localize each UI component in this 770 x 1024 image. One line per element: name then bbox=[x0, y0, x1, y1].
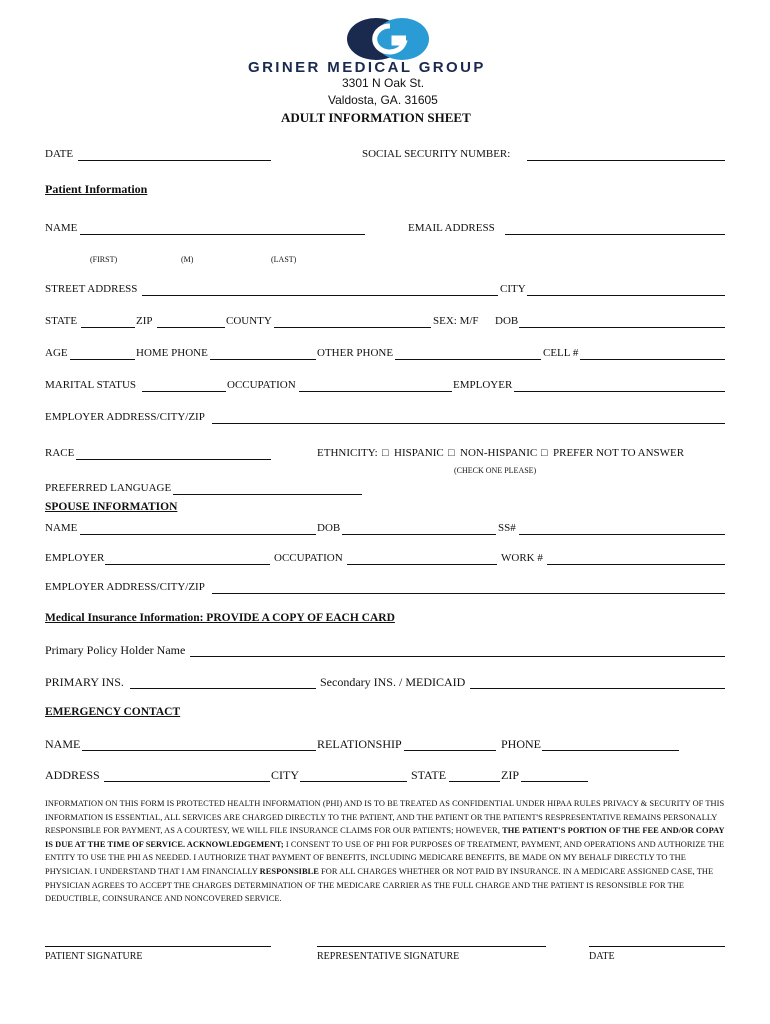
date-label: DATE bbox=[45, 148, 74, 160]
county-field[interactable] bbox=[274, 327, 431, 328]
signature-date-label: DATE bbox=[589, 951, 615, 962]
address-line1: 3301 N Oak St. bbox=[342, 76, 425, 90]
prefer-not-checkbox[interactable]: □ bbox=[541, 447, 548, 459]
marital-status-label: MARITAL STATUS bbox=[45, 379, 137, 391]
disclaimer-part3: FOR ALL CHARGES WHETHER OR NOT PAID BY INSURANCE. IN A MEDICARE ASSIGNED CASE, THE PHYSICIAN AGREES TO ACCEPT THE CHARGES DETERMINATION OF THE MEDICARE CARRIER AS THE FULL CHARGE AND THE PATIENT IS RESONSIBLE FOR THE DEDUCTIBLE, COINSURANCE AND NONCOVERED SERVICE. bbox=[45, 866, 714, 904]
emergency-state-label: STATE bbox=[411, 768, 447, 782]
spouse-employer-address-field[interactable] bbox=[212, 593, 725, 594]
policy-holder-field[interactable] bbox=[190, 656, 725, 657]
dob-field[interactable] bbox=[519, 327, 725, 328]
spouse-work-field[interactable] bbox=[547, 564, 725, 565]
employer-label: EMPLOYER bbox=[453, 379, 513, 391]
emergency-city-field[interactable] bbox=[300, 781, 407, 782]
date-field[interactable] bbox=[78, 160, 271, 161]
email-field[interactable] bbox=[505, 234, 725, 235]
spouse-dob-label: DOB bbox=[317, 522, 341, 534]
representative-signature-field[interactable] bbox=[317, 946, 546, 947]
cell-field[interactable] bbox=[580, 359, 725, 360]
email-label: EMAIL ADDRESS bbox=[408, 222, 495, 234]
race-field[interactable] bbox=[76, 459, 271, 460]
disclaimer-part1: INFORMATION ON THIS FORM IS PROTECTED HEALTH INFORMATION (PHI) AND IS TO BE TREATED AS CONFIDENTIAL UNDER HIPAA RULES PRIVACY & SECURITY OF THIS INFORMATION IS ESSENTIAL, ALL SERVICES ARE CHARGED DIRECTLY TO THE PATIENT, AND THE PATIENT OR THE PATIENT'S RESPRESENTATIVE REMAINS PERSONALLY RESPONSIBLE FOR PAYMENT, AS A COURTESY, WE WILL FILE INSURANCE CLAIMS FOR OUR PATIENTS; HOWEVER, bbox=[45, 799, 725, 836]
sex-label: SEX: M/F bbox=[433, 315, 479, 327]
home-phone-field[interactable] bbox=[210, 359, 316, 360]
emergency-phone-label: PHONE bbox=[501, 737, 542, 751]
form-title: ADULT INFORMATION SHEET bbox=[281, 110, 471, 125]
other-phone-field[interactable] bbox=[395, 359, 541, 360]
age-field[interactable] bbox=[70, 359, 135, 360]
last-name-hint: (LAST) bbox=[271, 255, 297, 264]
county-label: COUNTY bbox=[226, 315, 272, 327]
ssn-label: SOCIAL SECURITY NUMBER: bbox=[362, 148, 511, 160]
emergency-heading: EMERGENCY CONTACT bbox=[45, 706, 181, 718]
insurance-heading: Medical Insurance Information: PROVIDE A COPY OF EACH CARD bbox=[45, 612, 395, 624]
relationship-label: RELATIONSHIP bbox=[317, 737, 402, 751]
state-label: STATE bbox=[45, 315, 78, 327]
non-hispanic-checkbox[interactable]: □ bbox=[448, 447, 455, 459]
zip-label: ZIP bbox=[136, 315, 153, 327]
preferred-language-label: PREFERRED LANGUAGE bbox=[45, 482, 172, 494]
street-label: STREET ADDRESS bbox=[45, 283, 138, 295]
occupation-field[interactable] bbox=[299, 391, 452, 392]
emergency-name-field[interactable] bbox=[82, 750, 316, 751]
spouse-ss-field[interactable] bbox=[519, 534, 725, 535]
address-line2: Valdosta, GA. 31605 bbox=[328, 93, 438, 107]
griner-logo-icon bbox=[346, 16, 430, 62]
patient-signature-label: PATIENT SIGNATURE bbox=[45, 951, 143, 962]
spouse-employer-address-label: EMPLOYER ADDRESS/CITY/ZIP bbox=[45, 581, 205, 593]
relationship-field[interactable] bbox=[404, 750, 496, 751]
emergency-name-label: NAME bbox=[45, 737, 81, 751]
spouse-name-label: NAME bbox=[45, 522, 78, 534]
emergency-address-label: ADDRESS bbox=[45, 768, 100, 782]
emergency-address-field[interactable] bbox=[104, 781, 270, 782]
spouse-info-heading: SPOUSE INFORMATION bbox=[45, 501, 178, 513]
employer-address-field[interactable] bbox=[212, 423, 725, 424]
spouse-employer-label: EMPLOYER bbox=[45, 552, 105, 564]
ethnicity-label: ETHNICITY: bbox=[317, 447, 378, 459]
state-field[interactable] bbox=[81, 327, 135, 328]
representative-signature-label: REPRESENTATIVE SIGNATURE bbox=[317, 951, 460, 962]
first-name-hint: (FIRST) bbox=[90, 255, 118, 264]
disclaimer-bold2: RESPONSIBLE bbox=[259, 866, 319, 876]
disclaimer-part2: I CONSENT TO USE OF PHI FOR PURPOSES OF TREATMENT, PAYMENT, AND OPERATIONS AND AUTHORIZE THE ENTITY TO USE THE PHI AS NEEDED. I AUTHORIZE THAT PAYMENT OF BENEFITS, INCLUDING MEDICARE BENEFITS, BE MADE ON MY BEHALF DIRECTLY TO THE PHYSICIAN. I UNDERSTAND THAT I AM FINANCIALLY bbox=[45, 839, 725, 876]
patient-info-heading: Patient Information bbox=[45, 182, 148, 196]
patient-name-field[interactable] bbox=[80, 234, 365, 235]
hispanic-option-label: HISPANIC bbox=[394, 447, 444, 459]
employer-field[interactable] bbox=[514, 391, 725, 392]
emergency-city-label: CITY bbox=[271, 768, 299, 782]
hispanic-checkbox[interactable]: □ bbox=[382, 447, 389, 459]
signature-date-field[interactable] bbox=[589, 946, 725, 947]
non-hispanic-option-label: NON-HISPANIC bbox=[460, 447, 538, 459]
city-field[interactable] bbox=[527, 295, 725, 296]
street-field[interactable] bbox=[142, 295, 498, 296]
spouse-work-label: WORK # bbox=[501, 552, 543, 564]
patient-name-label: NAME bbox=[45, 222, 78, 234]
occupation-label: OCCUPATION bbox=[227, 379, 296, 391]
home-phone-label: HOME PHONE bbox=[136, 347, 208, 359]
patient-signature-field[interactable] bbox=[45, 946, 271, 947]
spouse-ss-label: SS# bbox=[498, 522, 516, 534]
emergency-zip-label: ZIP bbox=[501, 768, 519, 782]
spouse-occupation-label: OCCUPATION bbox=[274, 552, 343, 564]
city-label: CITY bbox=[500, 283, 526, 295]
preferred-language-field[interactable] bbox=[173, 494, 362, 495]
spouse-dob-field[interactable] bbox=[342, 534, 496, 535]
marital-status-field[interactable] bbox=[142, 391, 226, 392]
ssn-field[interactable] bbox=[527, 160, 725, 161]
emergency-phone-field[interactable] bbox=[542, 750, 679, 751]
spouse-name-field[interactable] bbox=[80, 534, 316, 535]
hipaa-disclaimer bbox=[45, 797, 725, 906]
other-phone-label: OTHER PHONE bbox=[317, 347, 394, 359]
primary-ins-field[interactable] bbox=[130, 688, 316, 689]
disclaimer-bold1: THE PATIENT'S PORTION OF THE FEE AND/OR COPAY IS DUE AT THE TIME OF SERVICE. ACKNOWLEDGEMENT; bbox=[45, 826, 725, 849]
primary-ins-label: PRIMARY INS. bbox=[45, 675, 124, 689]
emergency-state-field[interactable] bbox=[449, 781, 500, 782]
employer-address-label: EMPLOYER ADDRESS/CITY/ZIP bbox=[45, 411, 205, 423]
spouse-employer-field[interactable] bbox=[105, 564, 270, 565]
age-label: AGE bbox=[45, 347, 68, 359]
spouse-occupation-field[interactable] bbox=[347, 564, 497, 565]
policy-holder-label: Primary Policy Holder Name bbox=[45, 643, 186, 657]
emergency-zip-field[interactable] bbox=[521, 781, 588, 782]
secondary-ins-label: Secondary INS. / MEDICAID bbox=[320, 675, 466, 689]
middle-name-hint: (M) bbox=[181, 255, 194, 264]
dob-label: DOB bbox=[495, 315, 519, 327]
cell-label: CELL # bbox=[543, 347, 579, 359]
prefer-not-option-label: PREFER NOT TO ANSWER bbox=[553, 447, 685, 459]
race-label: RACE bbox=[45, 447, 75, 459]
check-one-hint: (CHECK ONE PLEASE) bbox=[454, 466, 537, 475]
zip-field[interactable] bbox=[157, 327, 225, 328]
secondary-ins-field[interactable] bbox=[470, 688, 725, 689]
company-name: GRINER MEDICAL GROUP bbox=[248, 59, 486, 76]
